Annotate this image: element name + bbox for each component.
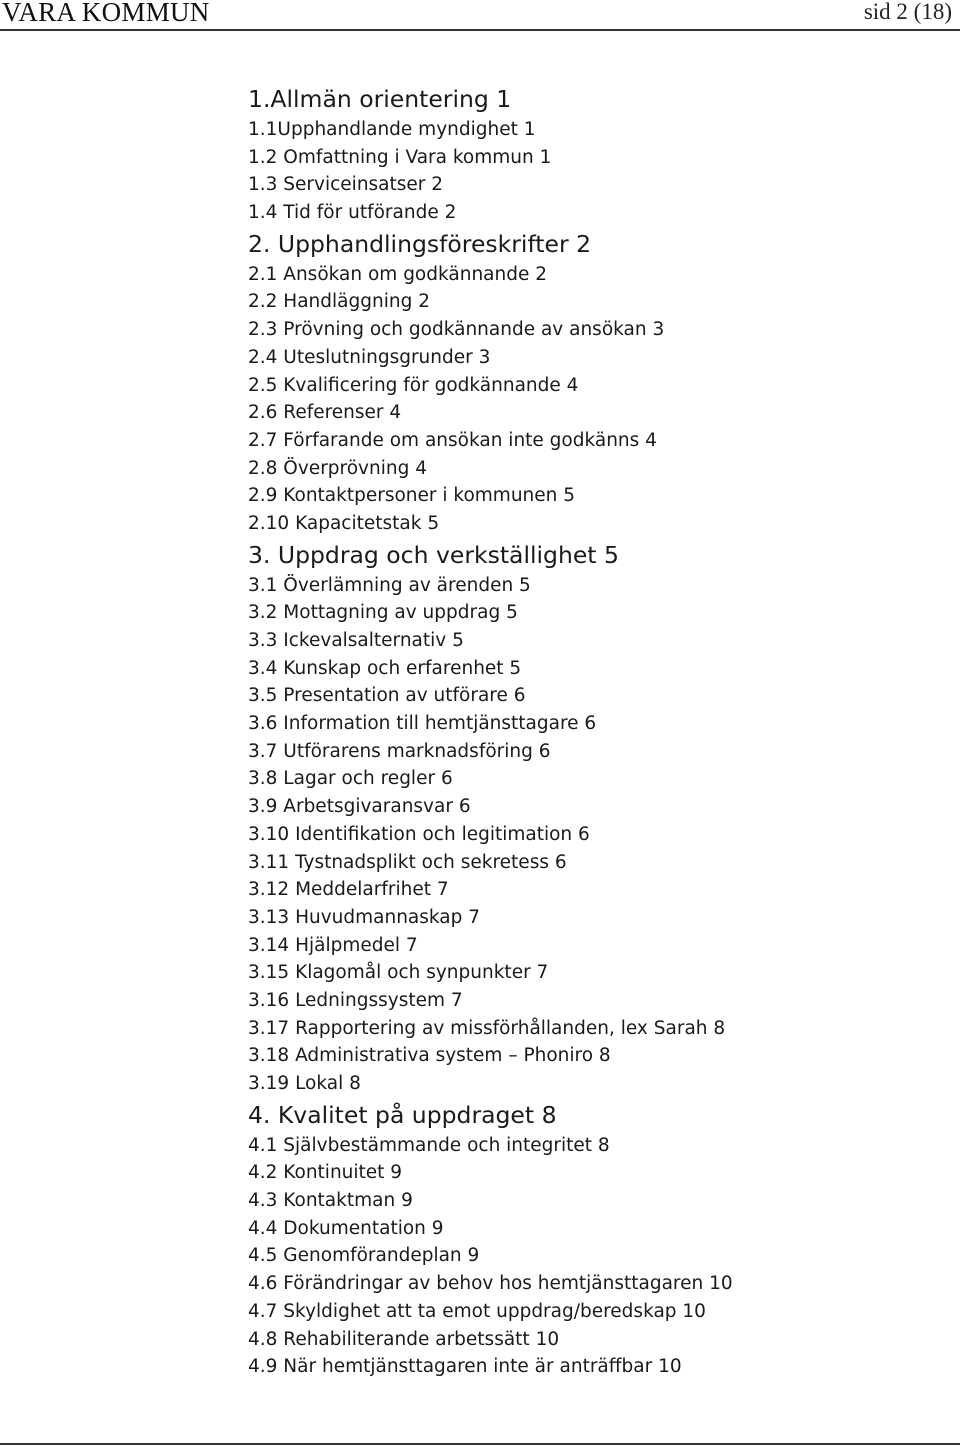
org-name: VARA KOMMUN <box>2 0 210 27</box>
toc-entry: 1.4 Tid för utförande 2 <box>248 202 457 224</box>
toc-entry: 2.10 Kapacitetstak 5 <box>248 512 440 534</box>
toc-entry: 4.3 Kontaktman 9 <box>248 1190 413 1212</box>
table-of-contents <box>248 82 948 1381</box>
toc-section-heading: 2. Upphandlingsföreskrifter 2 <box>248 229 592 258</box>
toc-entry: 4.1 Självbestämmande och integritet 8 <box>248 1134 610 1156</box>
toc-entry: 4.7 Skyldighet att ta emot uppdrag/beredskap 10 <box>248 1300 706 1322</box>
toc-entry: 3.16 Ledningssystem 7 <box>248 989 463 1011</box>
toc-entry: 2.4 Uteslutningsgrunder 3 <box>248 346 491 368</box>
toc-entry: 3.13 Huvudmannaskap 7 <box>248 906 481 928</box>
toc-entry: 2.6 Referenser 4 <box>248 402 402 424</box>
toc-entry: 3.2 Mottagning av uppdrag 5 <box>248 602 518 624</box>
toc-entry: 3.1 Överlämning av ärenden 5 <box>248 574 531 596</box>
toc-entry: 2.1 Ansökan om godkännande 2 <box>248 263 548 285</box>
toc-entry: 2.2 Handläggning 2 <box>248 291 430 313</box>
toc-entry: 3.12 Meddelarfrihet 7 <box>248 879 449 901</box>
toc-entry: 3.5 Presentation av utförare 6 <box>248 685 526 707</box>
toc-entry: 4.9 När hemtjänsttagaren inte är anträffbar 10 <box>248 1356 682 1378</box>
toc-entry: 3.18 Administrativa system – Phoniro 8 <box>248 1045 611 1067</box>
toc-entry: 3.8 Lagar och regler 6 <box>248 768 453 790</box>
toc-entry: 1.3 Serviceinsatser 2 <box>248 174 444 196</box>
toc-entry: 3.15 Klagomål och synpunkter 7 <box>248 962 549 984</box>
footer-divider <box>0 1443 960 1445</box>
header-divider <box>0 29 960 31</box>
toc-entry: 1.2 Omfattning i Vara kommun 1 <box>248 146 552 168</box>
toc-section-heading: 3. Uppdrag och verkställighet 5 <box>248 540 619 569</box>
toc-entry: 3.17 Rapportering av missförhållanden, lex Sarah 8 <box>248 1017 726 1039</box>
page-number: sid 2 (18) <box>863 0 952 24</box>
toc-section-heading: 1.Allmän orientering 1 <box>248 85 512 113</box>
toc-entry: 3.9 Arbetsgivaransvar 6 <box>248 796 471 818</box>
toc-entry: 3.4 Kunskap och erfarenhet 5 <box>248 657 522 679</box>
toc-entry: 3.14 Hjälpmedel 7 <box>248 934 418 956</box>
toc-entry: 4.4 Dokumentation 9 <box>248 1217 444 1239</box>
toc-entry: 2.8 Överprövning 4 <box>248 457 427 479</box>
toc-entry: 4.2 Kontinuitet 9 <box>248 1162 403 1184</box>
toc-entry: 3.3 Ickevalsalternativ 5 <box>248 630 464 651</box>
toc-entry: 2.3 Prövning och godkännande av ansökan 3 <box>248 319 665 341</box>
toc-entry: 4.6 Förändringar av behov hos hemtjänsttagaren 10 <box>248 1273 733 1295</box>
toc-entry: 2.9 Kontaktpersoner i kommunen 5 <box>248 485 576 507</box>
toc-entry: 3.7 Utförarens marknadsföring 6 <box>248 740 551 762</box>
toc-entry: 3.6 Information till hemtjänsttagare 6 <box>248 713 597 735</box>
toc-entry: 4.8 Rehabiliterande arbetssätt 10 <box>248 1328 560 1350</box>
toc-entry: 2.7 Förfarande om ansökan inte godkänns 4 <box>248 429 657 451</box>
page-header <box>0 0 960 40</box>
toc-entry: 3.10 Identifikation och legitimation 6 <box>248 823 590 845</box>
toc-entry: 3.11 Tystnadsplikt och sekretess 6 <box>248 851 567 873</box>
toc-entry: 3.19 Lokal 8 <box>248 1073 361 1094</box>
toc-entry: 4.5 Genomförandeplan 9 <box>248 1245 480 1267</box>
toc-section-heading: 4. Kvalitet på uppdraget 8 <box>248 1100 557 1129</box>
toc-entry: 1.1Upphandlande myndighet 1 <box>248 119 536 140</box>
toc-entry: 2.5 Kvalificering för godkännande 4 <box>248 374 579 396</box>
